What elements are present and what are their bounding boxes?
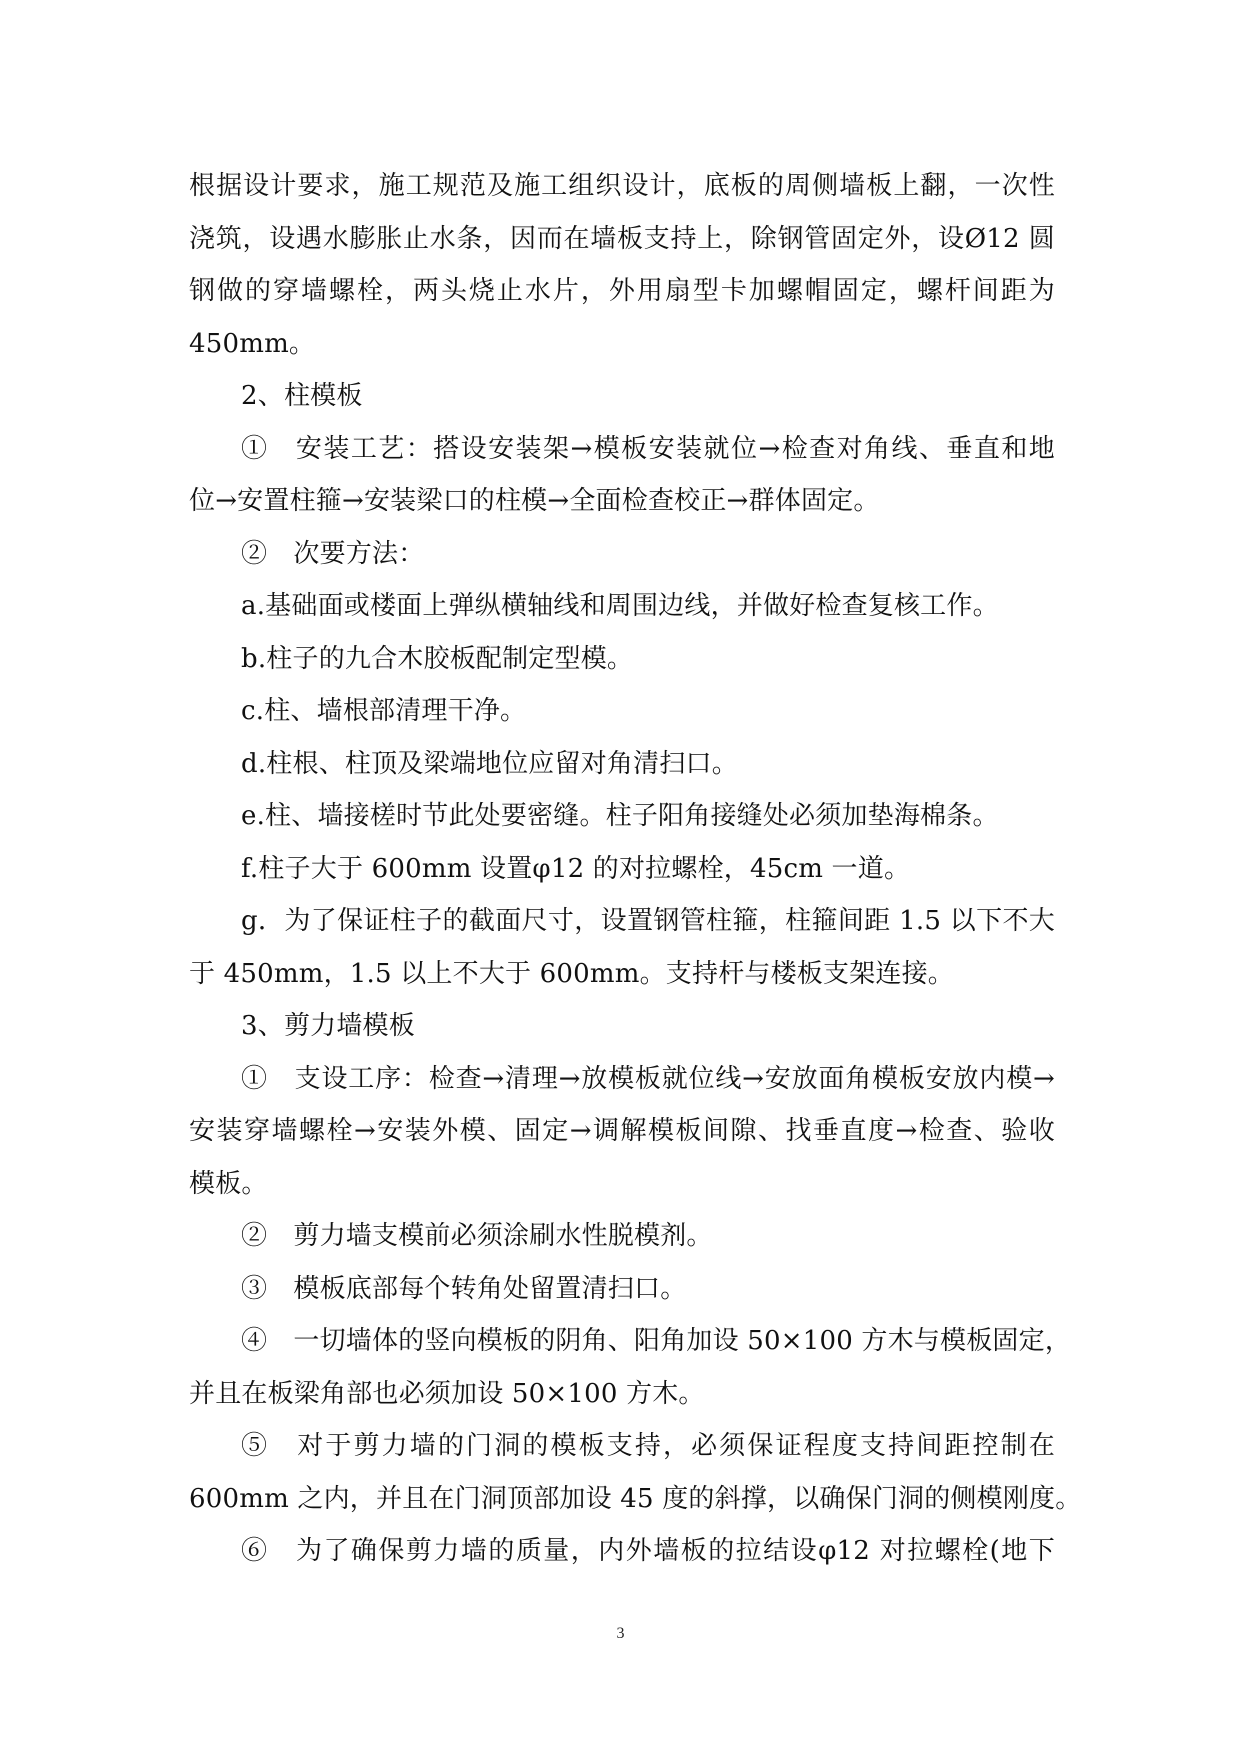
list-item: b.柱子的九合木胶板配制定型模。 [241, 643, 634, 674]
text-line: 浇筑，设遇水膨胀止水条，因而在墙板支持上，除钢管固定外，设Ø12 圆 [189, 223, 1055, 254]
text-line: 模板。 [189, 1168, 268, 1199]
list-item: d.柱根、柱顶及梁端地位应留对角清扫口。 [241, 748, 738, 779]
text-line: 钢做的穿墙螺栓，两头烧止水片，外用扇型卡加螺帽固定，螺杆间距为 [189, 276, 1055, 306]
list-item: c.柱、墙根部清理干净。 [241, 696, 527, 726]
text-line: 根据设计要求，施工规范及施工组织设计，底板的周侧墙板上翻，一次性 [189, 171, 1055, 201]
list-item: a.基础面或楼面上弹纵横轴线和周围边线，并做好检查复核工作。 [241, 591, 999, 621]
text-line: 并且在板梁角部也必须加设 50×100 方木。 [189, 1378, 705, 1409]
text-line: ① 支设工序：检查→清理→放模板就位线→安放面角模板安放内模→ [241, 1063, 1055, 1094]
list-item: g．为了保证柱子的截面尺寸，设置钢管柱箍，柱箍间距 1.5 以下不大 [241, 906, 1055, 936]
section-heading: 2、柱模板 [241, 381, 363, 411]
text-line: ⑥ 为了确保剪力墙的质量，内外墙板的拉结设φ12 对拉螺栓(地下 [241, 1536, 1055, 1566]
list-item: f.柱子大于 600mm 设置φ12 的对拉螺栓，45cm 一道。 [241, 853, 911, 884]
text-line: ③ 模板底部每个转角处留置清扫口。 [241, 1273, 687, 1304]
list-item: e.柱、墙接槎时节此处要密缝。柱子阳角接缝处必须加垫海棉条。 [241, 801, 999, 831]
text-line: 位→安置柱箍→安装梁口的柱模→全面检查校正→群体固定。 [189, 486, 880, 516]
text-line: ② 剪力墙支模前必须涂刷水性脱模剂。 [241, 1221, 713, 1251]
text-line: ① 安装工艺：搭设安装架→模板安装就位→检查对角线、垂直和地 [241, 433, 1055, 464]
section-heading: 3、剪力墙模板 [241, 1011, 415, 1041]
page-number: 3 [616, 1625, 625, 1642]
text-line: 安装穿墙螺栓→安装外模、固定→调解模板间隙、找垂直度→检查、验收 [189, 1116, 1055, 1146]
body-text [189, 160, 1082, 1578]
text-line: ④ 一切墙体的竖向模板的阴角、阳角加设 50×100 方木与模板固定， [241, 1326, 1072, 1356]
text-line: ⑤ 对于剪力墙的门洞的模板支持，必须保证程度支持间距控制在 [241, 1431, 1055, 1461]
text-line: 450mm。 [189, 328, 316, 359]
text-line: 600mm 之内，并且在门洞顶部加设 45 度的斜撑，以确保门洞的侧模刚度。 [189, 1483, 1082, 1514]
text-line: ② 次要方法： [241, 538, 425, 569]
text-line: 于 450mm，1.5 以上不大于 600mm。支持杆与楼板支架连接。 [189, 958, 955, 989]
